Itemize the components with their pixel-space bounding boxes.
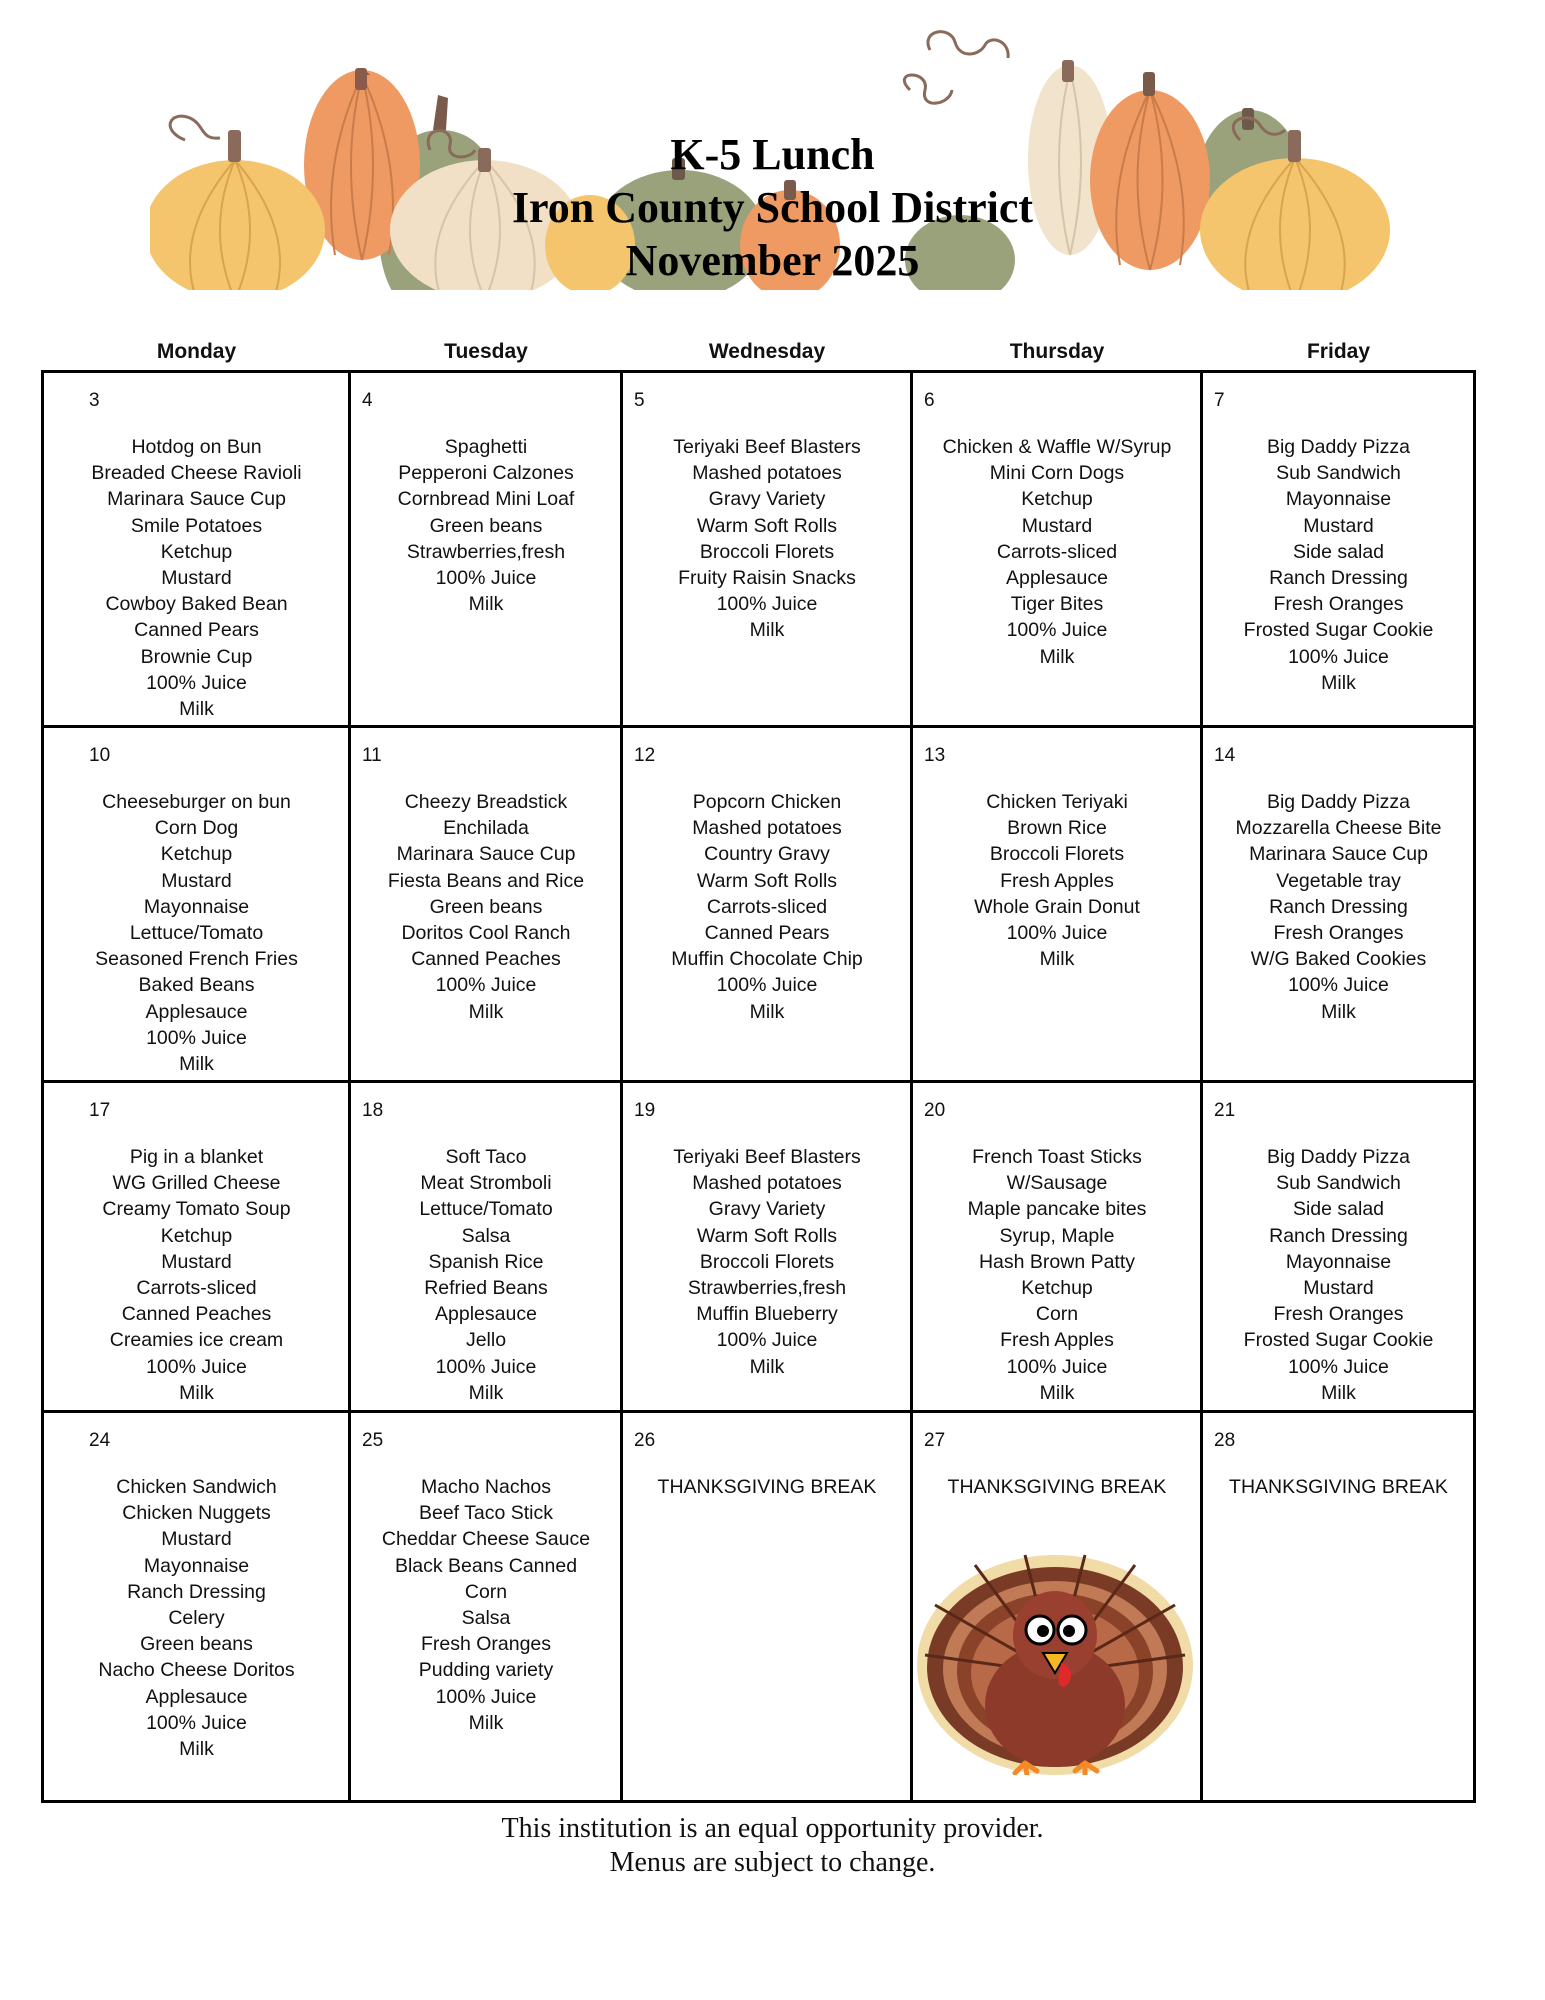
menu-item: Fresh Apples xyxy=(1000,869,1114,892)
day-cell-tuesday xyxy=(350,1412,622,1802)
menu-item: 100% Juice xyxy=(146,1026,247,1049)
menu-item: Canned Peaches xyxy=(121,1303,272,1326)
footer-equal-opportunity: This institution is an equal opportunity provider. xyxy=(501,1813,1044,1844)
menu-item-list xyxy=(622,1144,912,1380)
menu-item: Meat Stromboli xyxy=(420,1172,552,1195)
menu-item: Creamies ice cream xyxy=(109,1329,284,1352)
footer-notice xyxy=(0,1812,1545,1880)
day-cell-monday xyxy=(43,727,350,1082)
menu-item: Gravy Variety xyxy=(708,488,826,511)
menu-item: Milk xyxy=(468,1711,504,1734)
menu-item-list xyxy=(912,1474,1202,1500)
menu-item: Mayonnaise xyxy=(143,1554,250,1577)
menu-item: Beef Taco Stick xyxy=(418,1502,554,1525)
day-cell-monday xyxy=(43,372,350,727)
menu-item: 100% Juice xyxy=(1006,1355,1108,1378)
grid-line-vertical xyxy=(348,372,351,1802)
cell-date: 24 xyxy=(89,1430,111,1451)
menu-item: Macho Nachos xyxy=(420,1476,552,1498)
menu-item: Spaghetti xyxy=(444,436,528,458)
menu-item: Applesauce xyxy=(145,1685,248,1708)
menu-item: Nacho Cheese Doritos xyxy=(98,1659,295,1682)
cell-date: 14 xyxy=(1214,745,1236,766)
menu-item: Milk xyxy=(468,1381,504,1404)
menu-item: Big Daddy Pizza xyxy=(1266,791,1411,813)
menu-item: Gravy Variety xyxy=(708,1198,826,1221)
menu-item: Corn Dog xyxy=(154,817,239,840)
menu-item: Ketchup xyxy=(1021,1277,1093,1300)
menu-item: Carrots-sliced xyxy=(996,540,1118,563)
menu-item: Creamy Tomato Soup xyxy=(102,1198,291,1221)
menu-item: Mustard xyxy=(1021,514,1093,537)
menu-item: 100% Juice xyxy=(146,1711,247,1734)
menu-item: 100% Juice xyxy=(1288,1355,1389,1378)
grid-line-horizontal xyxy=(41,370,1476,373)
menu-item: Milk xyxy=(179,1381,214,1404)
menu-item: Marinara Sauce Cup xyxy=(396,843,576,866)
menu-item: Tiger Bites xyxy=(1010,593,1104,616)
menu-item: Big Daddy Pizza xyxy=(1266,1146,1411,1168)
day-header-tuesday: Tuesday xyxy=(444,340,528,363)
day-cell-tuesday xyxy=(350,1082,622,1412)
menu-item: Seasoned French Fries xyxy=(95,948,298,971)
cell-date: 3 xyxy=(89,390,100,411)
menu-item: Salsa xyxy=(461,1607,511,1630)
day-cell-monday xyxy=(43,1412,350,1802)
grid-line-horizontal xyxy=(41,1080,1476,1083)
menu-item: Teriyaki Beef Blasters xyxy=(673,1146,861,1168)
menu-item: Baked Beans xyxy=(138,974,255,997)
menu-item: Ranch Dressing xyxy=(1269,1224,1408,1247)
menu-item: Teriyaki Beef Blasters xyxy=(673,436,861,458)
menu-item: 100% Juice xyxy=(435,1355,537,1378)
cell-date: 17 xyxy=(89,1100,111,1121)
day-header-monday: Monday xyxy=(156,340,237,363)
day-cell-thursday xyxy=(912,1082,1202,1412)
menu-item: Fresh Apples xyxy=(1000,1329,1114,1352)
grid-line-vertical xyxy=(41,372,44,1802)
menu-item: Fresh Oranges xyxy=(420,1633,552,1656)
menu-item: W/G Baked Cookies xyxy=(1250,948,1427,971)
menu-item: Mozzarella Cheese Bite xyxy=(1235,817,1442,840)
menu-item: Lettuce/Tomato xyxy=(129,922,264,945)
menu-item: THANKSGIVING BREAK xyxy=(1229,1476,1448,1498)
menu-item: Canned Peaches xyxy=(411,948,561,971)
menu-item: French Toast Sticks xyxy=(972,1146,1142,1168)
menu-item: Milk xyxy=(1039,948,1075,971)
menu-item: Whole Grain Donut xyxy=(974,895,1140,918)
menu-item-list xyxy=(912,789,1202,972)
menu-item: 100% Juice xyxy=(1288,974,1389,997)
menu-item: Fruity Raisin Snacks xyxy=(678,567,856,590)
menu-item: Milk xyxy=(468,1000,504,1023)
day-cell-thursday xyxy=(912,727,1202,1082)
menu-item: Green beans xyxy=(140,1633,253,1656)
menu-item: Sub Sandwich xyxy=(1276,1172,1401,1195)
menu-item: Marinara Sauce Cup xyxy=(107,488,286,511)
menu-item: Canned Pears xyxy=(704,922,830,945)
menu-item: Applesauce xyxy=(435,1303,537,1326)
day-cell-friday xyxy=(1202,1412,1475,1802)
day-cell-wednesday xyxy=(622,727,912,1082)
page-title xyxy=(0,128,1545,287)
menu-item-list xyxy=(1202,1474,1475,1500)
menu-item: Lettuce/Tomato xyxy=(419,1198,553,1221)
menu-item: Side salad xyxy=(1292,540,1385,563)
menu-item: Ranch Dressing xyxy=(1269,567,1408,590)
title-line-month: November 2025 xyxy=(625,236,920,285)
menu-item: Milk xyxy=(468,593,504,616)
menu-item: Mustard xyxy=(161,567,232,590)
day-cell-thursday xyxy=(912,372,1202,727)
menu-item: Mustard xyxy=(161,1528,232,1551)
menu-item: 100% Juice xyxy=(716,593,818,616)
menu-item: Smile Potatoes xyxy=(130,514,263,537)
cell-date: 27 xyxy=(924,1430,946,1451)
menu-item: Strawberries,fresh xyxy=(406,540,566,563)
grid-line-vertical xyxy=(1473,372,1476,1802)
menu-item: Sub Sandwich xyxy=(1276,462,1401,485)
menu-item: Pudding variety xyxy=(418,1659,554,1682)
menu-item: Cowboy Baked Bean xyxy=(105,593,288,616)
menu-item: Black Beans Canned xyxy=(394,1554,578,1577)
menu-item: Cheezy Breadstick xyxy=(404,791,568,813)
menu-item: 100% Juice xyxy=(146,1355,247,1378)
menu-item: Mustard xyxy=(161,1250,232,1273)
menu-item: Breaded Cheese Ravioli xyxy=(91,462,302,485)
menu-item: 100% Juice xyxy=(1288,645,1389,668)
menu-item: Milk xyxy=(1039,1381,1075,1404)
menu-item: Big Daddy Pizza xyxy=(1266,436,1411,458)
menu-item: Hotdog on Bun xyxy=(131,436,262,458)
cell-date: 7 xyxy=(1214,390,1225,411)
menu-item: Chicken Teriyaki xyxy=(986,791,1128,813)
grid-line-vertical xyxy=(910,372,913,1802)
menu-item: Milk xyxy=(179,1053,214,1076)
menu-item: Fiesta Beans and Rice xyxy=(387,869,585,892)
menu-item: Brownie Cup xyxy=(140,645,253,668)
menu-item: Ranch Dressing xyxy=(1269,895,1408,918)
grid-line-horizontal xyxy=(41,725,1476,728)
menu-item: Frosted Sugar Cookie xyxy=(1243,619,1434,642)
menu-item: THANKSGIVING BREAK xyxy=(657,1476,877,1498)
cell-date: 19 xyxy=(634,1100,656,1121)
menu-item: Ketchup xyxy=(160,1224,233,1247)
menu-item: 100% Juice xyxy=(1006,619,1108,642)
cell-date: 28 xyxy=(1214,1430,1236,1451)
menu-item: Cornbread Mini Loaf xyxy=(397,488,575,511)
menu-item: Cheeseburger on bun xyxy=(102,791,291,813)
menu-item-list xyxy=(43,434,350,722)
menu-item: Syrup, Maple xyxy=(999,1224,1115,1247)
menu-item: 100% Juice xyxy=(146,671,247,694)
menu-item: W/Sausage xyxy=(1006,1172,1108,1195)
menu-item: Milk xyxy=(1321,671,1356,694)
menu-item: Milk xyxy=(1321,1381,1356,1404)
menu-item: Chicken Sandwich xyxy=(116,1476,277,1498)
day-cell-monday xyxy=(43,1082,350,1412)
menu-item-list xyxy=(912,1144,1202,1406)
menu-item-list xyxy=(622,434,912,644)
menu-item: Mayonnaise xyxy=(1285,1250,1392,1273)
menu-item: Vegetable tray xyxy=(1276,869,1401,892)
menu-item-list xyxy=(622,789,912,1025)
menu-item: Carrots-sliced xyxy=(136,1277,257,1300)
cell-date: 10 xyxy=(89,745,111,766)
menu-item-list xyxy=(350,1474,622,1736)
title-line-lunch: K-5 Lunch xyxy=(670,130,875,179)
menu-item-list xyxy=(1202,1144,1475,1406)
menu-item: Refried Beans xyxy=(424,1277,548,1300)
menu-item: Ketchup xyxy=(160,540,233,563)
menu-item: Brown Rice xyxy=(1007,817,1107,840)
day-cell-wednesday xyxy=(622,1412,912,1802)
menu-item: WG Grilled Cheese xyxy=(112,1172,281,1195)
menu-item: Mustard xyxy=(1303,514,1374,537)
menu-item: Fresh Oranges xyxy=(1273,922,1404,945)
menu-item: Maple pancake bites xyxy=(967,1198,1147,1221)
menu-item: 100% Juice xyxy=(435,1685,537,1708)
menu-item: Ketchup xyxy=(160,843,233,866)
menu-item-list xyxy=(350,434,622,617)
menu-item: Jello xyxy=(465,1329,507,1352)
menu-item-list xyxy=(1202,789,1475,1025)
menu-item-list xyxy=(1202,434,1475,696)
menu-item: Enchilada xyxy=(443,817,529,840)
day-header-thursday: Thursday xyxy=(1009,340,1105,363)
cell-date: 11 xyxy=(362,745,382,766)
menu-item: Mini Corn Dogs xyxy=(989,462,1125,485)
menu-item: Mashed potatoes xyxy=(692,817,842,840)
menu-item: Mayonnaise xyxy=(143,895,250,918)
menu-item: Country Gravy xyxy=(704,843,830,866)
menu-item: Green beans xyxy=(429,895,543,918)
menu-item-list xyxy=(912,434,1202,670)
menu-item: Canned Pears xyxy=(134,619,259,642)
menu-item: Mayonnaise xyxy=(1285,488,1392,511)
day-cell-tuesday xyxy=(350,727,622,1082)
menu-item: Broccoli Florets xyxy=(699,1250,835,1273)
menu-item-list xyxy=(43,789,350,1077)
turkey-icon xyxy=(915,1535,1195,1775)
menu-item: Fresh Oranges xyxy=(1273,593,1404,616)
day-cell-tuesday xyxy=(350,372,622,727)
cell-date: 13 xyxy=(924,745,946,766)
grid-line-horizontal xyxy=(41,1800,1476,1803)
menu-item: Broccoli Florets xyxy=(989,843,1125,866)
menu-item: Milk xyxy=(749,619,785,642)
menu-item: Spanish Rice xyxy=(428,1250,544,1273)
menu-item: Corn xyxy=(1035,1303,1079,1326)
menu-item: Pepperoni Calzones xyxy=(398,462,574,485)
grid-line-horizontal xyxy=(41,1410,1476,1413)
cell-date: 18 xyxy=(362,1100,384,1121)
menu-item: Warm Soft Rolls xyxy=(696,514,838,537)
day-cell-friday xyxy=(1202,1082,1475,1412)
menu-item: Popcorn Chicken xyxy=(692,791,842,813)
menu-item: Carrots-sliced xyxy=(706,895,828,918)
menu-item-list xyxy=(350,1144,622,1406)
menu-item-list xyxy=(622,1474,912,1500)
menu-item: Chicken Nuggets xyxy=(122,1502,271,1525)
menu-item: Muffin Blueberry xyxy=(696,1303,838,1326)
title-line-district: Iron County School District xyxy=(511,183,1034,232)
menu-item: Warm Soft Rolls xyxy=(696,1224,838,1247)
menu-item: Milk xyxy=(179,698,214,721)
day-header-friday: Friday xyxy=(1306,340,1371,363)
menu-item: THANKSGIVING BREAK xyxy=(947,1476,1167,1498)
menu-item: Mashed potatoes xyxy=(692,1172,842,1195)
cell-date: 20 xyxy=(924,1100,946,1121)
menu-item: Mustard xyxy=(1303,1277,1374,1300)
day-header-wednesday: Wednesday xyxy=(708,340,826,363)
cell-date: 26 xyxy=(634,1430,656,1451)
menu-item: Green beans xyxy=(429,514,543,537)
menu-item: Celery xyxy=(168,1607,225,1630)
menu-item-list xyxy=(43,1144,350,1406)
menu-item: Warm Soft Rolls xyxy=(696,869,838,892)
menu-item: Marinara Sauce Cup xyxy=(1249,843,1428,866)
menu-item: Broccoli Florets xyxy=(699,540,835,563)
cell-date: 4 xyxy=(362,390,373,411)
menu-item: 100% Juice xyxy=(1006,922,1108,945)
menu-item: Doritos Cool Ranch xyxy=(401,922,571,945)
menu-item-list xyxy=(43,1474,350,1762)
menu-item: Ketchup xyxy=(1021,488,1093,511)
menu-item: Applesauce xyxy=(1006,567,1108,590)
day-cell-wednesday xyxy=(622,372,912,727)
menu-item: Cheddar Cheese Sauce xyxy=(381,1528,591,1551)
menu-item: Fresh Oranges xyxy=(1273,1303,1404,1326)
cell-date: 6 xyxy=(924,390,935,411)
menu-item: Muffin Chocolate Chip xyxy=(671,948,863,971)
menu-item: 100% Juice xyxy=(435,567,537,590)
cell-date: 25 xyxy=(362,1430,384,1451)
menu-item: Milk xyxy=(1039,645,1075,668)
cell-date: 5 xyxy=(634,390,645,411)
day-cell-friday xyxy=(1202,727,1475,1082)
day-cell-wednesday xyxy=(622,1082,912,1412)
menu-item: Milk xyxy=(1321,1000,1356,1023)
day-cell-friday xyxy=(1202,372,1475,727)
menu-item: 100% Juice xyxy=(716,1329,818,1352)
menu-item: Mashed potatoes xyxy=(692,462,842,485)
menu-item: Soft Taco xyxy=(445,1146,527,1168)
grid-line-vertical xyxy=(1200,372,1203,1802)
menu-calendar-grid xyxy=(43,372,1475,1802)
menu-item: Applesauce xyxy=(145,1000,248,1023)
menu-item: Corn xyxy=(464,1580,508,1603)
cell-date: 21 xyxy=(1214,1100,1236,1121)
menu-item: Milk xyxy=(749,1000,785,1023)
menu-item: Milk xyxy=(179,1738,214,1761)
menu-item: Ranch Dressing xyxy=(127,1580,266,1603)
menu-item: Strawberries,fresh xyxy=(687,1277,847,1300)
menu-item: Frosted Sugar Cookie xyxy=(1243,1329,1434,1352)
grid-line-vertical xyxy=(620,372,623,1802)
footer-menu-change: Menus are subject to change. xyxy=(609,1847,936,1878)
menu-item: Hash Brown Patty xyxy=(978,1250,1136,1273)
menu-item: 100% Juice xyxy=(435,974,537,997)
menu-item: Salsa xyxy=(461,1224,511,1247)
cell-date: 12 xyxy=(634,745,656,766)
menu-item: 100% Juice xyxy=(716,974,818,997)
menu-item: Milk xyxy=(749,1355,785,1378)
menu-item: Pig in a blanket xyxy=(129,1146,264,1168)
menu-item: Side salad xyxy=(1292,1198,1385,1221)
menu-item: Mustard xyxy=(161,869,232,892)
menu-item: Chicken & Waffle W/Syrup xyxy=(942,436,1172,458)
menu-item-list xyxy=(350,789,622,1025)
